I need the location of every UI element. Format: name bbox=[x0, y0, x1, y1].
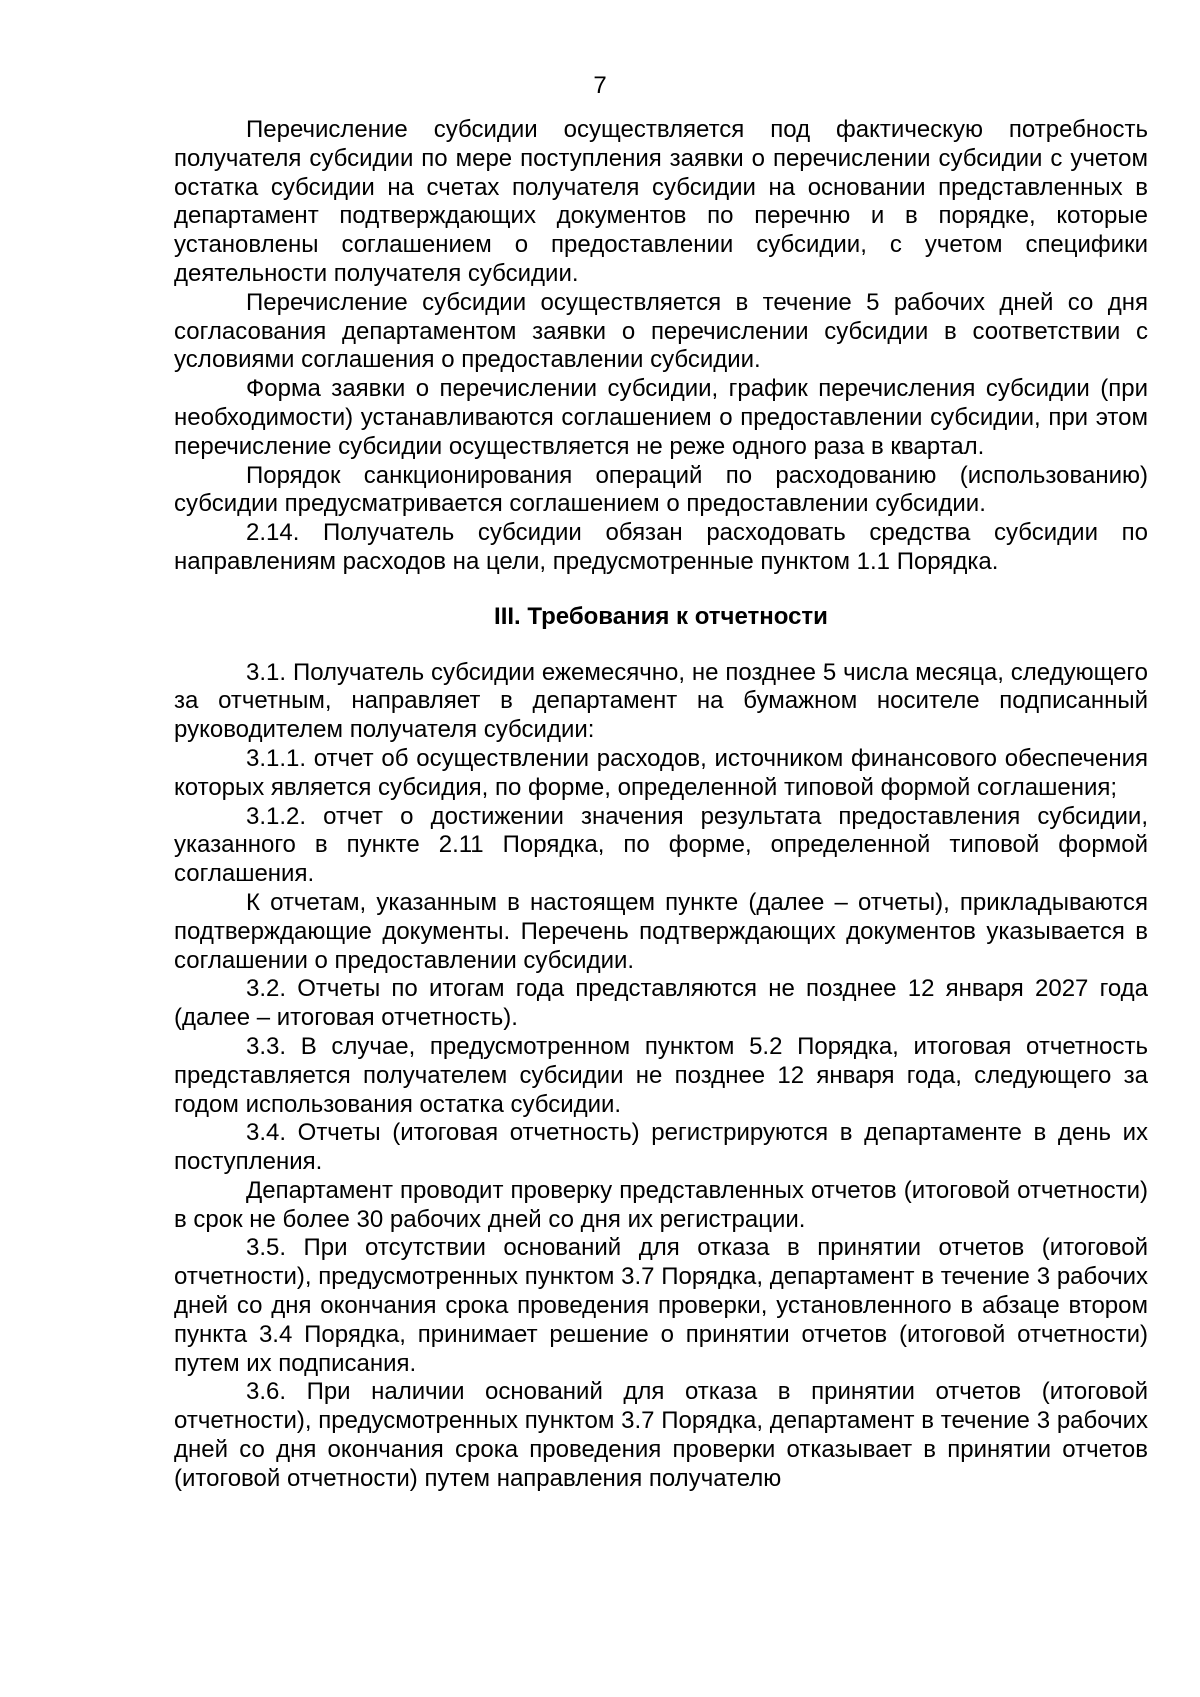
paragraph: Перечисление субсидии осуществляется под фактическую потребность получателя субсидии по мере поступления заявки о перечислении субсидии с учетом остатка субсидии на счетах получателя субсидии на основании представленных в департамент подтверждающих документов по перечню и в порядке, которые установлены соглашением о предоставлении субсидии, с учетом специфики деятельности получателя субсидии. bbox=[174, 116, 1148, 287]
paragraph: 3.1. Получатель субсидии ежемесячно, не позднее 5 числа месяца, следующего за отчетным, направляет в департамент на бумажном носителе подписанный руководителем получателя субсидии: bbox=[174, 658, 1148, 744]
paragraph: 3.5. При отсутствии оснований для отказа в принятии отчетов (итоговой отчетности), предусмотренных пунктом 3.7 Порядка, департамент в течение 3 рабочих дней со дня окончания срока проведения проверки, установленного в абзаце втором пункта 3.4 Порядка, принимает решение о принятии отчетов (итоговой отчетности) путем их подписания. bbox=[174, 1234, 1148, 1377]
paragraph: Департамент проводит проверку представленных отчетов (итоговой отчетности) в срок не более 30 рабочих дней со дня их регистрации. bbox=[174, 1176, 1148, 1233]
paragraph: 3.1.1. отчет об осуществлении расходов, источником финансового обеспечения которых является субсидия, по форме, определенной типовой формой соглашения; bbox=[174, 744, 1148, 801]
paragraph: 3.1.2. отчет о достижении значения результата предоставления субсидии, указанного в пункте 2.11 Порядка, по форме, определенной типовой формой соглашения. bbox=[174, 802, 1148, 888]
paragraph: Порядок санкционирования операций по расходованию (использованию) субсидии предусматривается соглашением о предоставлении субсидии. bbox=[174, 461, 1148, 518]
paragraph: Форма заявки о перечислении субсидии, график перечисления субсидии (при необходимости) устанавливаются соглашением о предоставлении субсидии, при этом перечисление субсидии осуществляется не реже одного раза в квартал. bbox=[174, 375, 1148, 460]
paragraph: 2.14. Получатель субсидии обязан расходовать средства субсидии по направлениям расходов на цели, предусмотренные пунктом 1.1 Порядка. bbox=[174, 519, 1148, 575]
page-number: 7 bbox=[593, 72, 607, 99]
paragraph: К отчетам, указанным в настоящем пункте (далее – отчеты), прикладываются подтверждающие документы. Перечень подтверждающих документов указывается в соглашении о предоставлении субсидии. bbox=[174, 888, 1148, 974]
paragraph: 3.4. Отчеты (итоговая отчетность) регистрируются в департаменте в день их поступления. bbox=[174, 1119, 1148, 1176]
paragraph: 3.2. Отчеты по итогам года представляются не позднее 12 января 2027 года (далее – итоговая отчетность). bbox=[174, 975, 1148, 1032]
paragraph: 3.6. При наличии оснований для отказа в принятии отчетов (итоговой отчетности), предусмотренных пунктом 3.7 Порядка, департамент в течение 3 рабочих дней со дня окончания срока проведения проверки отказывает в принятии отчетов (итоговой отчетности) путем направления получателю bbox=[174, 1378, 1148, 1492]
paragraph: Перечисление субсидии осуществляется в течение 5 рабочих дней со дня согласования департаментом заявки о перечислении субсидии в соответствии с условиями соглашения о предоставлении субсидии. bbox=[174, 288, 1148, 374]
document-body bbox=[174, 116, 1148, 1494]
paragraph: 3.3. В случае, предусмотренном пунктом 5.2 Порядка, итоговая отчетность представляется получателем субсидии не позднее 12 января года, следующего за годом использования остатка субсидии. bbox=[174, 1032, 1148, 1118]
section-heading: III. Требования к отчетности bbox=[494, 602, 828, 630]
